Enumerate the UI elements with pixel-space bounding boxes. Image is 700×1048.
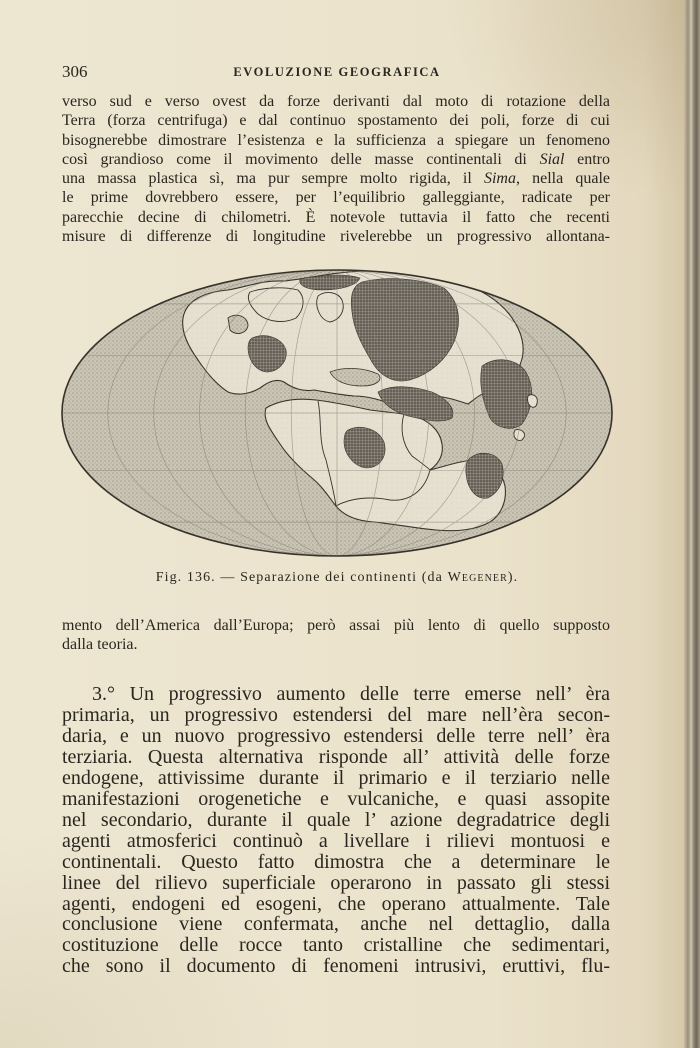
text-line: verso sud e verso ovest da forze derivanti dal moto di rotazione della — [62, 93, 610, 110]
running-title: EVOLUZIONE GEOGRAFICA — [233, 65, 441, 79]
text-line: Terra (forza centrifuga) e dal continuo spostamento dei poli, forze di cui — [62, 112, 610, 130]
text-segment: così grandioso come il movimento delle masse continentali di — [62, 150, 540, 168]
paragraph-after-figure — [62, 616, 610, 655]
italic-term-sima: Sima — [483, 170, 516, 188]
text-line: linee del rilievo superficiale operarono in passato gli stessi — [62, 871, 610, 894]
text-line: daria, e un nuovo progressivo estendersi delle terre nell’ èra — [62, 724, 610, 747]
text-line: manifestazioni orogenetiche e vulcaniche, e quasi assopite — [62, 787, 610, 810]
hudson-bay — [228, 315, 248, 333]
text-line: 3.° Un progressivo aumento delle terre emerse nell’ èra — [92, 683, 610, 705]
text-line: mento dell’America dall’Europa; però assai più lento di quello supposto — [62, 617, 610, 634]
italic-term-sial: Sial — [539, 150, 565, 168]
figure-caption — [0, 569, 674, 587]
caption-text-end: ). — [507, 570, 519, 585]
continental-drift-map — [60, 268, 616, 560]
text-line: misure di differenze di longitudine rivelerebbe un progressivo allontana- — [62, 228, 610, 246]
text-line: conclusione viene confermata, anche nel dettaglio, dalla — [62, 913, 610, 936]
text-line: parecchie decine di chilometri. È notevole tuttavia il fatto che recenti — [62, 208, 610, 226]
text-line: costituzione delle rocce tanto cristalline che sedimentari, — [62, 934, 610, 957]
text-line: le prime dovrebbero essere, per l’equilibrio galleggiante, radicate per — [62, 189, 610, 207]
text-line — [62, 150, 610, 169]
text-line: dalla teoria. — [62, 636, 138, 654]
caption-author: Wegener — [447, 570, 508, 585]
text-line: nel secondario, durante il quale l’ azione degradatrice degli — [62, 808, 610, 831]
text-segment: , nella quale — [515, 170, 610, 188]
paragraph-continued — [62, 92, 610, 246]
page-number: 306 — [62, 62, 88, 81]
text-line: che sono il documento di fenomeni intrusivi, eruttivi, flu- — [62, 955, 610, 978]
text-line: agenti atmosferici continuò a livellare i rilievi montuosi e — [62, 829, 610, 852]
text-line — [62, 169, 610, 188]
text-line: primaria, un progressivo estendersi del mare nell’èra secon- — [62, 703, 610, 726]
text-line: bisognerebbe dimostrare l’esistenza e la sufficienza a spiegare un fenomeno — [62, 131, 610, 149]
text-line: terziaria. Questa alternativa risponde all’ attività delle forze — [62, 745, 610, 768]
book-binding-edge — [684, 0, 700, 1048]
text-segment: una massa plastica sì, ma pur sempre molto rigida, il — [62, 170, 484, 188]
text-segment: entro — [564, 150, 611, 168]
text-line: agenti, endogeni ed esogeni, che operano attualmente. Tale — [62, 892, 610, 915]
caption-text: Fig. 136. — Separazione dei continenti (da — [155, 570, 448, 585]
text-line: endogene, attivissime durante il primario e il terziario nelle — [62, 766, 610, 789]
paragraph-3 — [62, 684, 610, 977]
text-line: continentali. Questo fatto dimostra che a determinare le — [62, 850, 610, 873]
